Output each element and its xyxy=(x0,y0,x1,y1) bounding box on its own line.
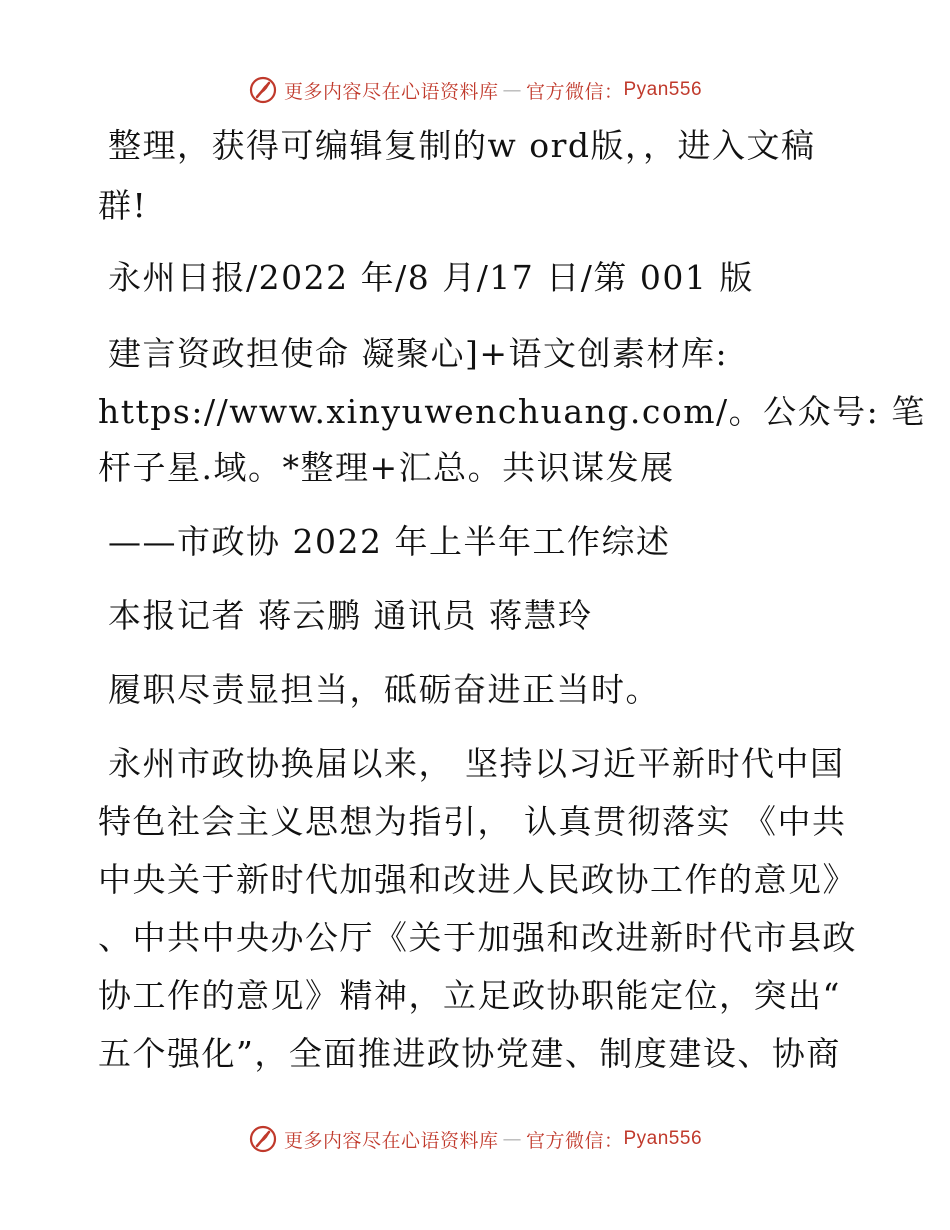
header-watermark xyxy=(0,72,950,108)
paragraph-line: 、中共中央办公厅《关于加强和改进新时代市县政 xyxy=(98,918,857,957)
subtitle-line: ——市政协 2022 年上半年工作综述 xyxy=(108,522,671,561)
watermark-label: 官方微信： xyxy=(525,80,624,103)
text-line: 杆子星.域。*整理+汇总。共识谋发展 xyxy=(98,448,675,487)
text-line: 整理，获得可编辑复制的w ord版，，进入文稿 xyxy=(108,126,816,165)
watermark-separator: — xyxy=(502,79,522,101)
quill-logo-icon xyxy=(248,1124,278,1154)
paragraph-line: 特色社会主义思想为指引， 认真贯彻落实 《中共 xyxy=(98,802,847,841)
text-line: 群! xyxy=(98,186,148,225)
byline: 本报记者 蒋云鹏 通讯员 蒋慧玲 xyxy=(108,596,593,635)
watermark-text: 更多内容尽在心语资料库 xyxy=(283,80,499,103)
watermark-label: 官方微信： xyxy=(525,1129,624,1152)
paragraph-line: 五个强化”，全面推进政协党建、制度建设、协商 xyxy=(98,1034,841,1073)
watermark-handle: Pyan556 xyxy=(623,79,703,100)
watermark-separator: — xyxy=(502,1128,522,1150)
text-line: 永州日报/2022 年/8 月/17 日/第 001 版 xyxy=(108,258,754,297)
paragraph-line: 永州市政协换届以来， 坚持以习近平新时代中国 xyxy=(108,744,845,783)
text-line: 履职尽责显担当，砥砺奋进正当时。 xyxy=(108,670,660,709)
watermark-text: 更多内容尽在心语资料库 xyxy=(283,1129,499,1152)
watermark-handle: Pyan556 xyxy=(623,1128,703,1149)
text-line: https://www.xinyuwenchuang.com/。公众号: 笔 xyxy=(98,392,926,431)
paragraph-line: 中央关于新时代加强和改进人民政协工作的意见》 xyxy=(98,860,857,899)
text-line: 建言资政担使命 凝聚心]+语文创素材库: xyxy=(108,334,729,373)
paragraph-line: 协工作的意见》精神，立足政协职能定位，突出“ xyxy=(98,976,841,1015)
footer-watermark xyxy=(0,1121,950,1157)
quill-logo-icon xyxy=(248,75,278,105)
